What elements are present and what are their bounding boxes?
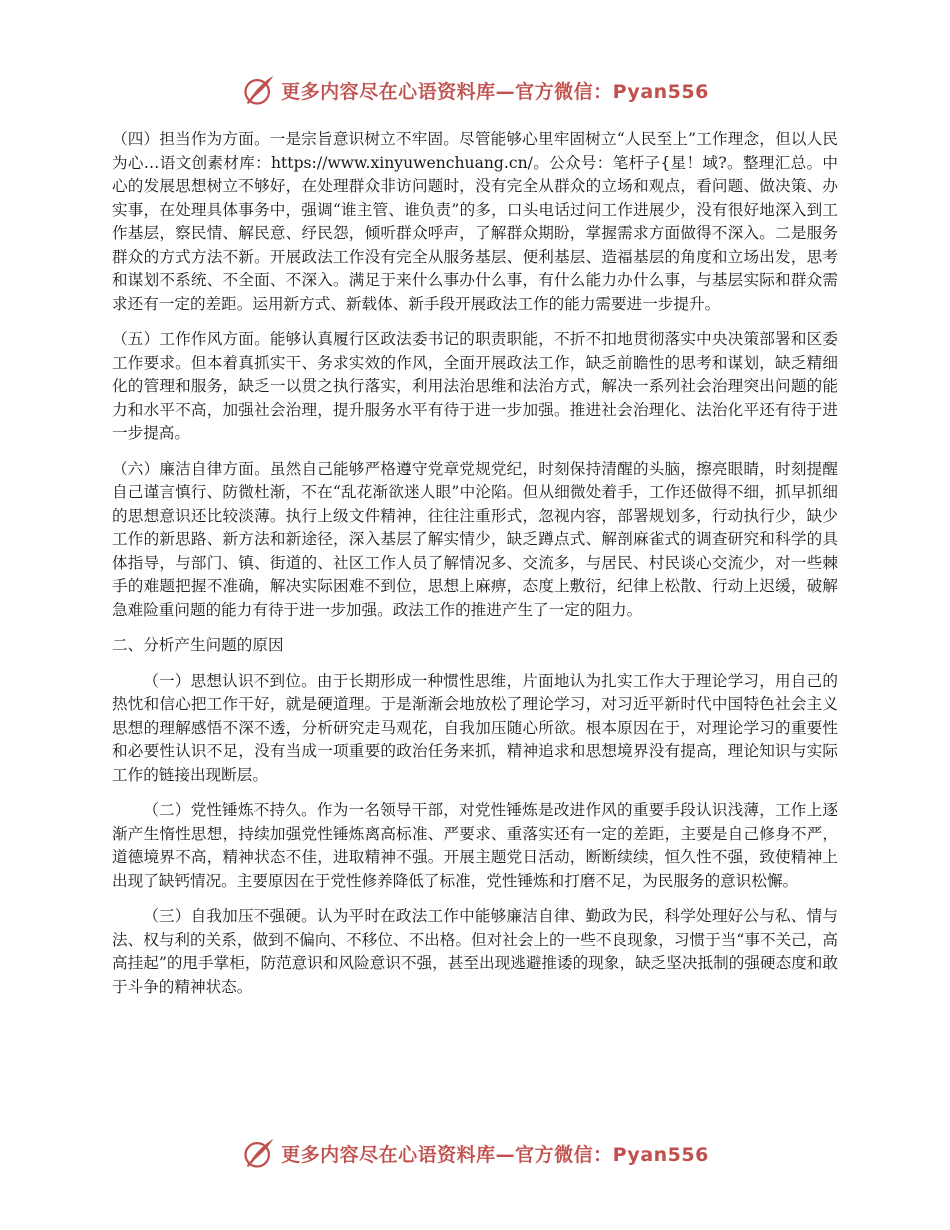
paragraph-work-style: （五）工作作风方面。能够认真履行区政法委书记的职责职能，不折不扣地贯彻落实中央决策部署和区委工作要求。但本着真抓实干、务求实效的作风，全面开展政法工作，缺乏前瞻性的思考和谋划，缺乏精细化的管理和服务，缺乏一以贯之执行落实，利用法治思维和法治方式，解决一系列社会治理突出问题的能力和水平不高，加强社会治理，提升服务水平有待于进一步加强。推进社会治理化、法治化平还有待于进一步提高。 <box>112 330 838 442</box>
footer-banner <box>0 1133 950 1173</box>
banner-text: 更多内容尽在心语资料库—官方微信：Pyan556 <box>281 1143 709 1166</box>
paragraph-reason-party-spirit: （二）党性锤炼不持久。作为一名领导干部，对党性锤炼是改进作风的重要手段认识浅薄，工作上逐渐产生惰性思想，持续加强党性锤炼离高标准、严要求、重落实还有一定的差距，主要是自己修身不严，道德境界不高，精神状态不佳，进取精神不强。开展主题党日活动，断断续续，恒久性不强，致使精神上出现了缺钙情况。主要原因在于党性修养降低了标准，党性锤炼和打磨不足，为民服务的意识松懈。 <box>112 801 838 890</box>
paragraph-reason-thinking: （一）思想认识不到位。由于长期形成一种惯性思维，片面地认为扎实工作大于理论学习，用自己的热忱和信心把工作干好，就是硬道理。于是渐渐会地放松了理论学习，对习近平新时代中国特色社会主义思想的理解感悟不深不透，分析研究走马观花，自我加压随心所欲。根本原因在于，对理论学习的重要性和必要性认识不足，没有当成一项重要的政治任务来抓，精神追求和思想境界没有提高，理论知识与实际工作的链接出现断层。 <box>112 671 838 784</box>
document-body <box>112 128 838 1011</box>
quill-logo-icon <box>241 72 277 108</box>
banner-text: 更多内容尽在心语资料库—官方微信：Pyan556 <box>281 80 709 103</box>
paragraph-integrity: （六）廉洁自律方面。虽然自己能够严格遵守党章党规党纪，时刻保持清醒的头脑，擦亮眼睛，时刻提醒自己谨言慎行、防微杜渐，不在“乱花渐欲迷人眼”中沦陷。但从细微处着手，工作还做得不细，抓早抓细的思想意识还比较淡薄。执行上级文件精神，往往注重形式，忽视内容，部署规划多，行动执行少，缺少工作的新思路、新方法和新途径，深入基层了解实情少，缺乏蹲点式、解剖麻雀式的调查研究和科学的具体指导，与部门、镇、街道的、社区工作人员了解情况多、交流多，与居民、村民谈心交流少，对一些棘手的难题把握不准确，解决实际困难不到位，思想上麻痹，态度上敷衍，纪律上松散、行动上迟缓，破解急难险重问题的能力有待于进一步加强。政法工作的推进产生了一定的阻力。 <box>112 459 838 619</box>
header-banner <box>0 70 950 110</box>
section-heading: 二、分析产生问题的原因 <box>112 636 284 654</box>
quill-logo-icon <box>241 1135 277 1171</box>
paragraph-reason-self-pressure: （三）自我加压不强硬。认为平时在政法工作中能够廉洁自律、勤政为民，科学处理好公与私、情与法、权与利的关系，做到不偏向、不移位、不出格。但对社会上的一些不良现象，习惯于当“事不关己，高高挂起”的甩手掌柜，防范意识和风险意识不强，甚至出现逃避推诿的现象，缺乏坚决抵制的强硬态度和敢于斗争的精神状态。 <box>112 907 838 996</box>
paragraph-responsibility: （四）担当作为方面。一是宗旨意识树立不牢固。尽管能够心里牢固树立“人民至上”工作理念，但以人民为心…语文创素材库：https://www.xinyuwenchuang.cn/。公众号：笔杆子{星！域?。整理汇总。中心的发展思想树立不够好，在处理群众非访问题时，没有完全从群众的立场和观点，看问题、做决策、办实事，在处理具体事务中，强调“谁主管、谁负责”的多，口头电话过问工作进展少，没有很好地深入到工作基层，察民情、解民意、纾民怨，倾听群众呼声，了解群众期盼，掌握需求方面做得不深入。二是服务群众的方式方法不新。开展政法工作没有完全从服务基层、便利基层、造福基层的角度和立场出发，思考和谋划不系统、不全面、不深入。满足于来什么事办什么事，有什么能力办什么事，与基层实际和群众需求还有一定的差距。运用新方式、新载体、新手段开展政法工作的能力需要进一步提升。 <box>112 130 838 313</box>
